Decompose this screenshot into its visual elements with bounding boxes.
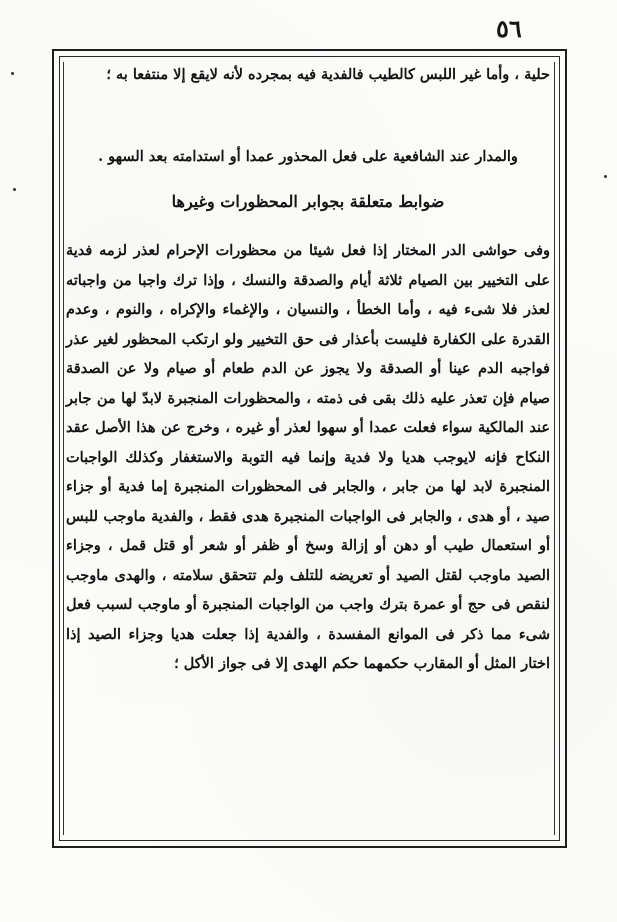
shafii-paragraph: والمدار عند الشافعية على فعل المحذور عمدا أو استدامته بعد السهو . bbox=[98, 148, 518, 165]
left-border-rule bbox=[63, 62, 64, 835]
page-number: ٥٦ bbox=[496, 14, 522, 43]
margin-speck bbox=[11, 72, 14, 75]
top-paragraph: حلية ، وأما غير اللبس كالطيب فالفدية فيه بمجرده لأنه لايقع إلا منتفعا به ؛ bbox=[106, 66, 550, 83]
margin-speck bbox=[13, 188, 16, 191]
margin-speck bbox=[604, 175, 607, 178]
body-paragraph: وفى حواشى الدر المختار إذا فعل شيئا من محظورات الإحرام لعذر لزمه فدية على التخيير بين الصيام ثلاثة أيام والصدقة والنسك ، وإذا ترك واجبا من واجباته لعذر فلا شىء فيه ، وأما الخطأ ، والنسيان ، والإغماء والإكراه ، والنوم ، وعدم القدرة على الكفارة فليست بأعذار فى حق التخيير ولو ارتكب المحظور لغير عذر فواجبه الدم عينا أو الصدقة ولا يجوز عن الدم طعام أو صيام ولا عن الصدقة صيام فإن تعذر عليه ذلك بقى فى ذمته ، والمحظورات المنجبرة لابدّ لها من جابر عند المالكية سواء فعلت عمدا أو سهوا لعذر أو غيره ، وخرج عن هذا الأصل عقد النكاح فإنه لايوجب هديا ولا فدية وإنما فيه التوبة والاستغفار وكذلك الواجبات المنجبرة لابد لها من جابر ، والجابر فى المحظورات المنجبرة إما فدية أو جزاء صيد ، أو هدى ، والجابر فى الواجبات المنجبرة هدى فقط ، والفدية ماوجب للبس أو استعمال طيب أو دهن أو إزالة وسخ أو ظفر أو شعر أو قتل قمل ، وجزاء الصيد ماوجب لقتل الصيد أو تعريضه للتلف ولم تتحقق سلامته ، والهدى ماوجب لنقص فى حج أو عمرة بترك واجب من الواجبات المنجبرة أو ماوجب لسبب فعل شىء مما ذكر فى الموانع المفسدة ، والفدية إذا جعلت هديا وجزاء الصيد إذا اختار المثل أو المقارب حكمهما حكم الهدى إلا فى جواز الأكل ؛ bbox=[66, 242, 550, 672]
section-heading: ضوابط متعلقة بجوابر المحظورات وغيرها bbox=[171, 192, 445, 211]
right-border-rule bbox=[554, 62, 555, 835]
